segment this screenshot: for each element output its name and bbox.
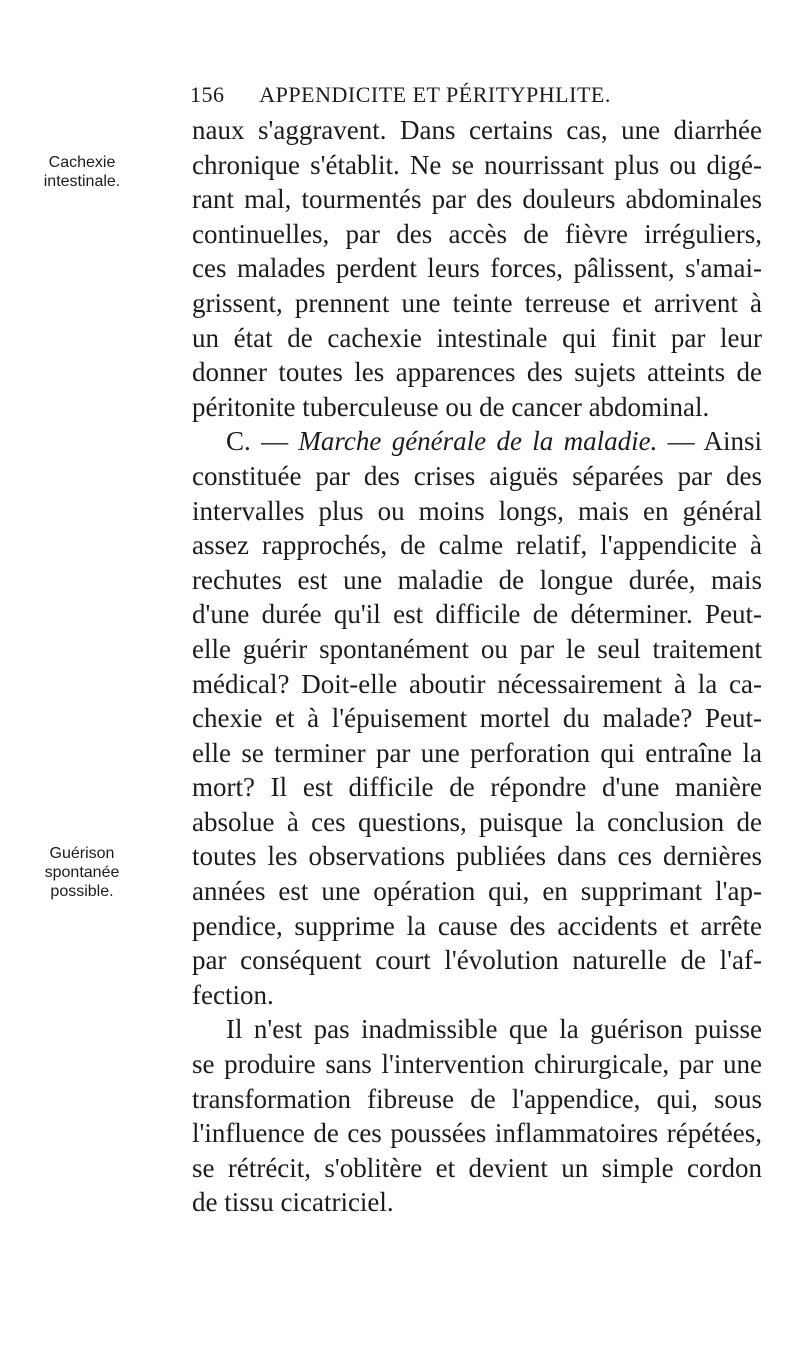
margin-note-line: possible. bbox=[50, 883, 114, 900]
margin-note-cachexie bbox=[20, 153, 144, 191]
text-line: pendice, supprime la cause des accidents et arrête bbox=[192, 910, 762, 941]
margin-note-guerison bbox=[20, 844, 144, 901]
text-line: rant mal, tourmentés par des douleurs abdominales bbox=[192, 184, 762, 215]
text-line: se produire sans l'intervention chirurgicale, par une bbox=[192, 1049, 762, 1080]
section-c-rest: — Ainsi bbox=[657, 426, 762, 457]
text-line: assez rapprochés, de calme relatif, l'appendicite à bbox=[192, 530, 762, 561]
margin-note-line: spontanée bbox=[44, 864, 120, 881]
text-line: transformation fibreuse de l'appendice, qui, sous bbox=[192, 1083, 762, 1114]
text-line: ces malades perdent leurs forces, pâlissent, s'amai- bbox=[192, 253, 762, 284]
text-line: d'une durée qu'il est difficile de déterminer. Peut- bbox=[192, 599, 762, 630]
text-line: elle guérir spontanément ou par le seul traitement bbox=[192, 633, 762, 664]
text-line: intervalles plus ou moins longs, mais en général bbox=[192, 495, 762, 526]
section-c-heading: Marche générale de la maladie. bbox=[298, 426, 658, 457]
text-line: péritonite tuberculeuse ou de cancer abdominal. bbox=[192, 391, 710, 422]
text-line: de tissu cicatriciel. bbox=[192, 1187, 394, 1218]
margin-note-line: Guérison bbox=[49, 845, 115, 862]
text-line: continuelles, par des accès de fièvre irréguliers, bbox=[192, 218, 762, 249]
text-line: par conséquent court l'évolution naturelle de l'af- bbox=[192, 945, 762, 976]
text-line: grissent, prennent une teinte terreuse et arrivent à bbox=[192, 287, 762, 318]
margin-note-line: Cachexie bbox=[48, 154, 116, 171]
text-line: naux s'aggravent. Dans certains cas, une diarrhée bbox=[192, 115, 762, 145]
body-text bbox=[192, 113, 762, 1220]
page-number: 156 bbox=[190, 82, 225, 107]
text-line: Il n'est pas inadmissible que la guérison puisse bbox=[226, 1014, 762, 1045]
text-line: médical? Doit-elle aboutir nécessairement à la ca- bbox=[192, 668, 762, 699]
text-line: rechutes est une maladie de longue durée, mais bbox=[192, 564, 762, 595]
running-header bbox=[190, 82, 611, 108]
text-line: chronique s'établit. Ne se nourrissant plus ou digé- bbox=[192, 149, 762, 180]
text-line: donner toutes les apparences des sujets atteints de bbox=[192, 357, 762, 388]
text-line: constituée par des crises aiguës séparées par des bbox=[192, 460, 762, 491]
section-c-line bbox=[192, 424, 762, 459]
text-line: fection. bbox=[192, 979, 274, 1010]
text-line: se rétrécit, s'oblitère et devient un simple cordon bbox=[192, 1152, 762, 1183]
text-line: toutes les observations publiées dans ces dernières bbox=[192, 841, 762, 872]
text-line: elle se terminer par une perforation qui entraîne la bbox=[192, 737, 762, 768]
margin-note-line: intestinale. bbox=[43, 173, 121, 190]
running-title: APPENDICITE ET PÉRITYPHLITE. bbox=[259, 82, 611, 107]
text-line: mort? Il est difficile de répondre d'une manière bbox=[192, 772, 762, 803]
section-c-prefix: C. — bbox=[226, 426, 299, 457]
text-line: absolue à ces questions, puisque la conclusion de bbox=[192, 806, 762, 837]
text-line: années est une opération qui, en supprimant l'ap- bbox=[192, 876, 762, 907]
text-line: l'influence de ces poussées inflammatoires répétées, bbox=[192, 1118, 762, 1149]
text-line: un état de cachexie intestinale qui finit par leur bbox=[192, 322, 762, 353]
text-line: chexie et à l'épuisement mortel du malade? Peut- bbox=[192, 703, 762, 734]
